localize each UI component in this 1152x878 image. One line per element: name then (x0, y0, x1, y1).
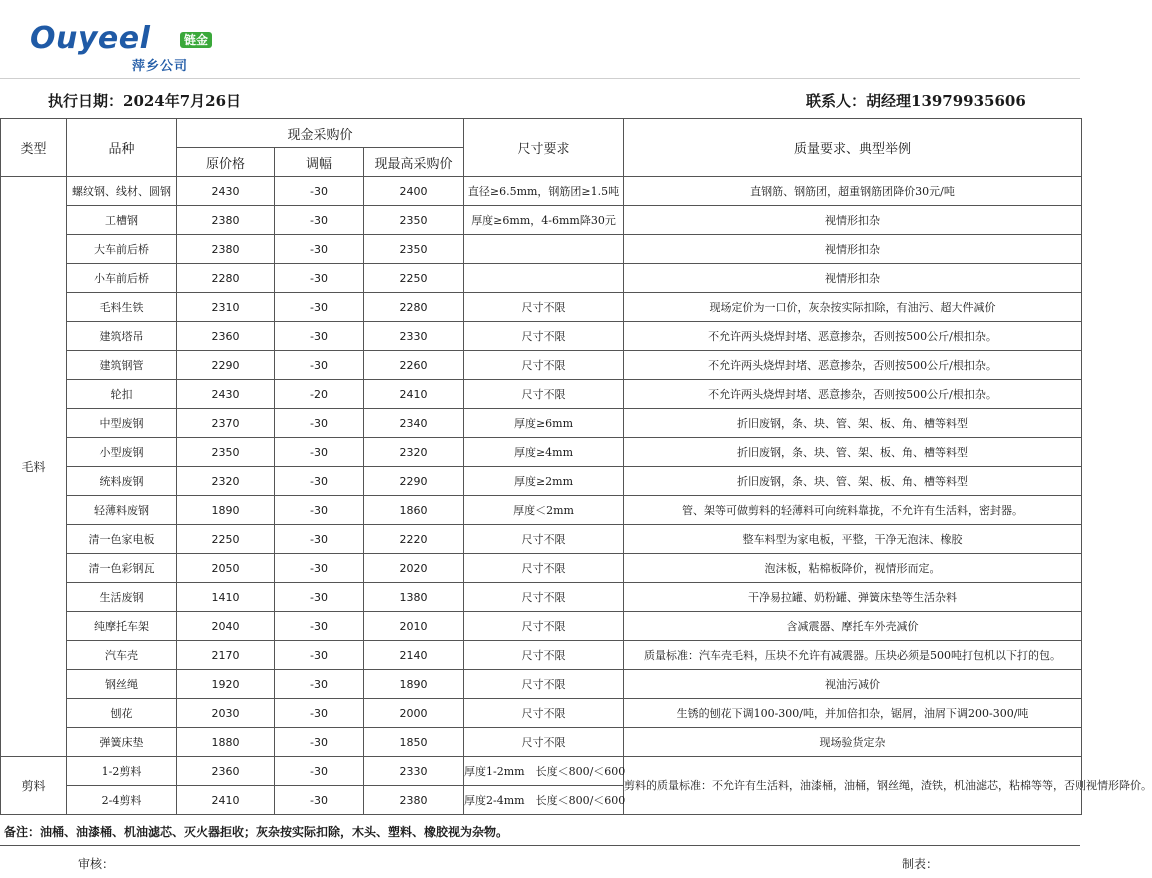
table-row (1, 293, 1082, 322)
table-row (1, 525, 1082, 554)
adjust-cell: -30 (275, 351, 364, 380)
contact-person: 联系人：胡经理13979935606 (806, 92, 1026, 110)
table-row (1, 583, 1082, 612)
adjust-cell: -30 (275, 641, 364, 670)
max-price-cell: 2020 (364, 554, 464, 583)
max-price-cell: 2350 (364, 206, 464, 235)
variety-cell: 工槽钢 (67, 206, 177, 235)
execution-date: 执行日期：2024年7月26日 (48, 92, 242, 110)
max-price-cell: 2350 (364, 235, 464, 264)
adjust-cell: -30 (275, 786, 364, 815)
table-row (1, 467, 1082, 496)
variety-cell: 汽车壳 (67, 641, 177, 670)
adjust-cell: -30 (275, 264, 364, 293)
quality-cell: 折旧废钢，条、块、管、架、板、角、槽等料型 (624, 467, 1082, 496)
quality-cell: 泡沫板，粘棉板降价，视情形而定。 (624, 554, 1082, 583)
max-price-cell: 2340 (364, 409, 464, 438)
table-row (1, 670, 1082, 699)
table-row (1, 496, 1082, 525)
orig-price-cell: 2320 (177, 467, 275, 496)
adjust-cell: -30 (275, 293, 364, 322)
size-cell: 厚度2-4mm 长度＜800/＜600 (464, 786, 624, 815)
col-cash-group: 现金采购价 (177, 119, 464, 148)
table-row (1, 380, 1082, 409)
max-price-cell: 2290 (364, 467, 464, 496)
size-cell: 尺寸不限 (464, 612, 624, 641)
adjust-cell: -30 (275, 496, 364, 525)
max-price-cell: 2330 (364, 322, 464, 351)
table-row (1, 235, 1082, 264)
quality-cell: 直钢筋、钢筋团，超重钢筋团降价30元/吨 (624, 177, 1082, 206)
size-cell: 尺寸不限 (464, 525, 624, 554)
size-cell: 尺寸不限 (464, 699, 624, 728)
col-orig-price: 原价格 (177, 148, 275, 177)
quality-cell: 不允许两头烧焊封堵、恶意掺杂，否则按500公斤/根扣杂。 (624, 380, 1082, 409)
col-max-price: 现最高采购价 (364, 148, 464, 177)
col-size: 尺寸要求 (464, 119, 624, 177)
orig-price-cell: 2360 (177, 322, 275, 351)
variety-cell: 建筑钢管 (67, 351, 177, 380)
col-quality: 质量要求、典型举例 (624, 119, 1082, 177)
max-price-cell: 2250 (364, 264, 464, 293)
size-cell: 尺寸不限 (464, 351, 624, 380)
logo-badge: 链金 (180, 32, 212, 48)
max-price-cell: 2000 (364, 699, 464, 728)
variety-cell: 小车前后桥 (67, 264, 177, 293)
quality-cell: 视油污减价 (624, 670, 1082, 699)
adjust-cell: -30 (275, 467, 364, 496)
orig-price-cell: 2280 (177, 264, 275, 293)
orig-price-cell: 1410 (177, 583, 275, 612)
adjust-cell: -30 (275, 670, 364, 699)
adjust-cell: -30 (275, 699, 364, 728)
size-cell: 尺寸不限 (464, 583, 624, 612)
quality-cell: 含减震器、摩托车外壳减价 (624, 612, 1082, 641)
orig-price-cell: 2170 (177, 641, 275, 670)
table-row (1, 264, 1082, 293)
table-row (1, 322, 1082, 351)
quality-cell: 折旧废钢，条、块、管、架、板、角、槽等料型 (624, 409, 1082, 438)
adjust-cell: -30 (275, 525, 364, 554)
table-row (1, 728, 1082, 757)
max-price-cell: 2380 (364, 786, 464, 815)
max-price-cell: 1890 (364, 670, 464, 699)
table-row (1, 554, 1082, 583)
company-logo (30, 22, 230, 72)
variety-cell: 钢丝绳 (67, 670, 177, 699)
adjust-cell: -30 (275, 438, 364, 467)
quality-cell: 质量标准：汽车壳毛料，压块不允许有减震器。压块必须是500吨打包机以下打的包。 (624, 641, 1082, 670)
audit-label: 审核： (78, 857, 115, 871)
adjust-cell: -30 (275, 322, 364, 351)
orig-price-cell: 1890 (177, 496, 275, 525)
variety-cell: 螺纹钢、线材、圆钢 (67, 177, 177, 206)
adjust-cell: -30 (275, 554, 364, 583)
table-row (1, 612, 1082, 641)
orig-price-cell: 2040 (177, 612, 275, 641)
adjust-cell: -30 (275, 409, 364, 438)
size-cell: 直径≥6.5mm，钢筋团≥1.5吨 (464, 177, 624, 206)
maker-label: 制表： (902, 857, 939, 871)
variety-cell: 轻薄料废钢 (67, 496, 177, 525)
orig-price-cell: 2290 (177, 351, 275, 380)
variety-cell: 小型废钢 (67, 438, 177, 467)
variety-cell: 2-4剪料 (67, 786, 177, 815)
adjust-cell: -30 (275, 235, 364, 264)
adjust-cell: -20 (275, 380, 364, 409)
table-row (1, 409, 1082, 438)
adjust-cell: -30 (275, 583, 364, 612)
size-cell (464, 235, 624, 264)
adjust-cell: -30 (275, 206, 364, 235)
orig-price-cell: 2430 (177, 177, 275, 206)
max-price-cell: 1380 (364, 583, 464, 612)
table-row (1, 699, 1082, 728)
size-cell: 厚度≥6mm (464, 409, 624, 438)
max-price-cell: 2010 (364, 612, 464, 641)
adjust-cell: -30 (275, 177, 364, 206)
size-cell: 尺寸不限 (464, 322, 624, 351)
variety-cell: 清一色彩钢瓦 (67, 554, 177, 583)
header-divider (0, 78, 1080, 79)
col-type: 类型 (1, 119, 67, 177)
table-row (1, 438, 1082, 467)
quality-cell: 生锈的刨花下调100-300/吨，并加倍扣杂，锯屑，油屑下调200-300/吨 (624, 699, 1082, 728)
quality-cell: 干净易拉罐、奶粉罐、弹簧床垫等生活杂料 (624, 583, 1082, 612)
adjust-cell: -30 (275, 757, 364, 786)
category-shear: 剪料 (1, 757, 67, 815)
max-price-cell: 1860 (364, 496, 464, 525)
variety-cell: 弹簧床垫 (67, 728, 177, 757)
shear-quality-cell: 剪料的质量标准：不允许有生活料，油漆桶，油桶，钢丝绳，渣铁，机油滤芯，粘棉等等，否则视情形降价。 (624, 757, 1082, 815)
col-adjust: 调幅 (275, 148, 364, 177)
max-price-cell: 2410 (364, 380, 464, 409)
size-cell: 厚度＜2mm (464, 496, 624, 525)
quality-cell: 不允许两头烧焊封堵、恶意掺杂，否则按500公斤/根扣杂。 (624, 351, 1082, 380)
table-row (1, 641, 1082, 670)
max-price-cell: 2280 (364, 293, 464, 322)
max-price-cell: 2400 (364, 177, 464, 206)
variety-cell: 统料废钢 (67, 467, 177, 496)
orig-price-cell: 2030 (177, 699, 275, 728)
size-cell: 尺寸不限 (464, 728, 624, 757)
variety-cell: 生活废钢 (67, 583, 177, 612)
size-cell: 尺寸不限 (464, 293, 624, 322)
variety-cell: 纯摩托车架 (67, 612, 177, 641)
variety-cell: 清一色家电板 (67, 525, 177, 554)
max-price-cell: 2220 (364, 525, 464, 554)
orig-price-cell: 2430 (177, 380, 275, 409)
size-cell: 尺寸不限 (464, 641, 624, 670)
logo-subtitle: 萍乡公司 (132, 59, 189, 74)
size-cell: 厚度≥4mm (464, 438, 624, 467)
orig-price-cell: 2250 (177, 525, 275, 554)
max-price-cell: 2140 (364, 641, 464, 670)
table-row (1, 177, 1082, 206)
variety-cell: 中型废钢 (67, 409, 177, 438)
table-row (1, 206, 1082, 235)
price-table (0, 118, 1152, 815)
category-raw: 毛料 (1, 177, 67, 757)
orig-price-cell: 2410 (177, 786, 275, 815)
variety-cell: 1-2剪料 (67, 757, 177, 786)
orig-price-cell: 2360 (177, 757, 275, 786)
max-price-cell: 1850 (364, 728, 464, 757)
quality-cell: 视情形扣杂 (624, 235, 1082, 264)
quality-cell: 整车料型为家电板，平整，干净无泡沫、橡胶 (624, 525, 1082, 554)
orig-price-cell: 2370 (177, 409, 275, 438)
size-cell (464, 264, 624, 293)
logo-wordmark: Ouyeel (30, 21, 151, 56)
variety-cell: 刨花 (67, 699, 177, 728)
quality-cell: 现场验货定杂 (624, 728, 1082, 757)
footer-divider (0, 845, 1080, 846)
variety-cell: 大车前后桥 (67, 235, 177, 264)
adjust-cell: -30 (275, 612, 364, 641)
quality-cell: 折旧废钢，条、块、管、架、板、角、槽等料型 (624, 438, 1082, 467)
size-cell: 厚度≥6mm，4-6mm降30元 (464, 206, 624, 235)
quality-cell: 现场定价为一口价，灰杂按实际扣除，有油污、超大件减价 (624, 293, 1082, 322)
max-price-cell: 2320 (364, 438, 464, 467)
orig-price-cell: 2350 (177, 438, 275, 467)
variety-cell: 建筑塔吊 (67, 322, 177, 351)
col-variety: 品种 (67, 119, 177, 177)
orig-price-cell: 2310 (177, 293, 275, 322)
max-price-cell: 2260 (364, 351, 464, 380)
table-row (1, 757, 1082, 786)
variety-cell: 轮扣 (67, 380, 177, 409)
remarks-note: 备注：油桶、油漆桶、机油滤芯、灭火器拒收；灰杂按实际扣除，木头、塑料、橡胶视为杂物。 (4, 825, 509, 839)
table-row (1, 351, 1082, 380)
quality-cell: 不允许两头烧焊封堵、恶意掺杂，否则按500公斤/根扣杂。 (624, 322, 1082, 351)
size-cell: 尺寸不限 (464, 554, 624, 583)
quality-cell: 视情形扣杂 (624, 206, 1082, 235)
orig-price-cell: 2380 (177, 206, 275, 235)
size-cell: 厚度1-2mm 长度＜800/＜600 (464, 757, 624, 786)
orig-price-cell: 1880 (177, 728, 275, 757)
orig-price-cell: 2380 (177, 235, 275, 264)
size-cell: 厚度≥2mm (464, 467, 624, 496)
size-cell: 尺寸不限 (464, 380, 624, 409)
adjust-cell: -30 (275, 728, 364, 757)
orig-price-cell: 1920 (177, 670, 275, 699)
variety-cell: 毛料生铁 (67, 293, 177, 322)
quality-cell: 视情形扣杂 (624, 264, 1082, 293)
orig-price-cell: 2050 (177, 554, 275, 583)
quality-cell: 管、架等可做剪料的轻薄料可向统料靠拢，不允许有生活料，密封器。 (624, 496, 1082, 525)
size-cell: 尺寸不限 (464, 670, 624, 699)
max-price-cell: 2330 (364, 757, 464, 786)
